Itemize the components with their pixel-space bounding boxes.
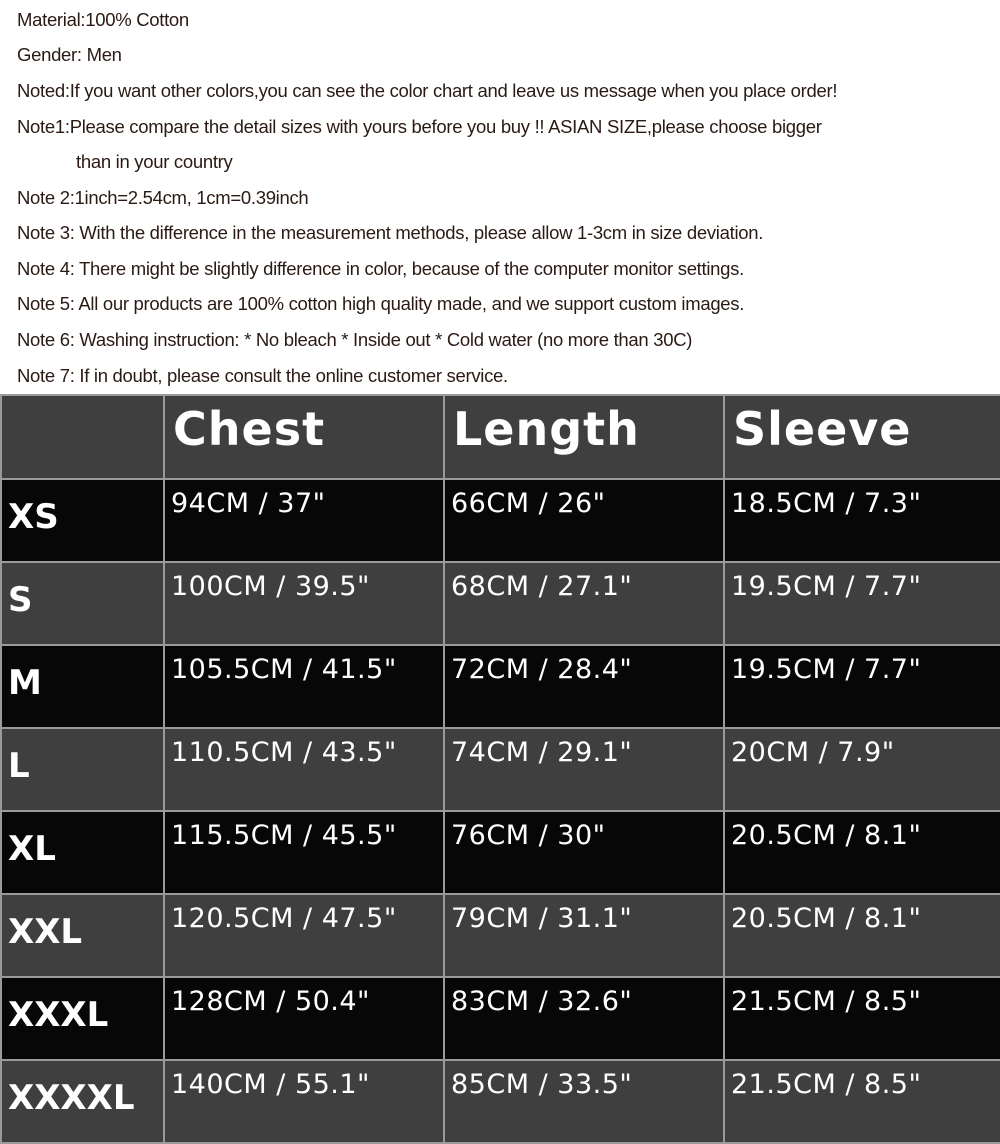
- length-value: 85CM / 33.5": [444, 1060, 724, 1143]
- chest-value: 115.5CM / 45.5": [164, 811, 444, 894]
- sleeve-value: 18.5CM / 7.3": [724, 479, 1000, 562]
- note-1-continued: than in your country: [76, 151, 233, 172]
- header-sleeve: Sleeve: [724, 395, 1000, 479]
- size-chart: [0, 394, 1000, 1140]
- table-row: [1, 811, 1000, 894]
- size-label: M: [8, 662, 42, 703]
- chest-value: 100CM / 39.5": [164, 562, 444, 645]
- table-row: [1, 728, 1000, 811]
- header-chest: Chest: [164, 395, 444, 479]
- note-6-washing: Note 6: Washing instruction: * No bleach * Inside out * Cold water (no more than 30C): [17, 329, 693, 350]
- chest-value: 105.5CM / 41.5": [164, 645, 444, 728]
- table-row: [1, 562, 1000, 645]
- length-value: 68CM / 27.1": [444, 562, 724, 645]
- chest-value: 140CM / 55.1": [164, 1060, 444, 1143]
- note-gender: Gender: Men: [17, 44, 122, 65]
- length-value: 74CM / 29.1": [444, 728, 724, 811]
- sleeve-value: 19.5CM / 7.7": [724, 562, 1000, 645]
- size-label: XS: [8, 496, 59, 537]
- table-row: [1, 479, 1000, 562]
- size-label: L: [8, 745, 30, 786]
- product-notes: [0, 0, 1000, 394]
- size-label: XL: [8, 828, 56, 869]
- note-material: Material:100% Cotton: [17, 9, 189, 30]
- sleeve-value: 21.5CM / 8.5": [724, 977, 1000, 1060]
- table-header-row: [1, 395, 1000, 479]
- note-colors: Noted:If you want other colors,you can see the color chart and leave us message when you place order!: [17, 80, 838, 101]
- table-row: [1, 894, 1000, 977]
- table-row: [1, 1060, 1000, 1143]
- table-row: [1, 977, 1000, 1060]
- chest-value: 94CM / 37": [164, 479, 444, 562]
- length-value: 83CM / 32.6": [444, 977, 724, 1060]
- note-7-service: Note 7: If in doubt, please consult the online customer service.: [17, 365, 508, 386]
- sleeve-value: 20.5CM / 8.1": [724, 811, 1000, 894]
- sleeve-value: 19.5CM / 7.7": [724, 645, 1000, 728]
- sleeve-value: 20.5CM / 8.1": [724, 894, 1000, 977]
- length-value: 76CM / 30": [444, 811, 724, 894]
- note-5-quality: Note 5: All our products are 100% cotton high quality made, and we support custom images.: [17, 293, 745, 314]
- length-value: 72CM / 28.4": [444, 645, 724, 728]
- note-2-conversion: Note 2:1inch=2.54cm, 1cm=0.39inch: [17, 187, 309, 208]
- chest-value: 128CM / 50.4": [164, 977, 444, 1060]
- size-table: [0, 394, 1000, 1144]
- table-row: [1, 645, 1000, 728]
- size-label: S: [8, 579, 33, 620]
- size-label: XXXXL: [8, 1077, 135, 1118]
- note-4-color: Note 4: There might be slightly difference in color, because of the computer monitor settings.: [17, 258, 744, 279]
- header-size: [1, 395, 164, 479]
- header-length: Length: [444, 395, 724, 479]
- length-value: 79CM / 31.1": [444, 894, 724, 977]
- chest-value: 120.5CM / 47.5": [164, 894, 444, 977]
- size-label: XXL: [8, 911, 83, 952]
- size-label: XXXL: [8, 994, 109, 1035]
- sleeve-value: 20CM / 7.9": [724, 728, 1000, 811]
- note-3-deviation: Note 3: With the difference in the measurement methods, please allow 1-3cm in size deviation.: [17, 222, 764, 243]
- note-1-sizes: Note1:Please compare the detail sizes with yours before you buy !! ASIAN SIZE,please choose bigger: [17, 116, 822, 137]
- length-value: 66CM / 26": [444, 479, 724, 562]
- sleeve-value: 21.5CM / 8.5": [724, 1060, 1000, 1143]
- chest-value: 110.5CM / 43.5": [164, 728, 444, 811]
